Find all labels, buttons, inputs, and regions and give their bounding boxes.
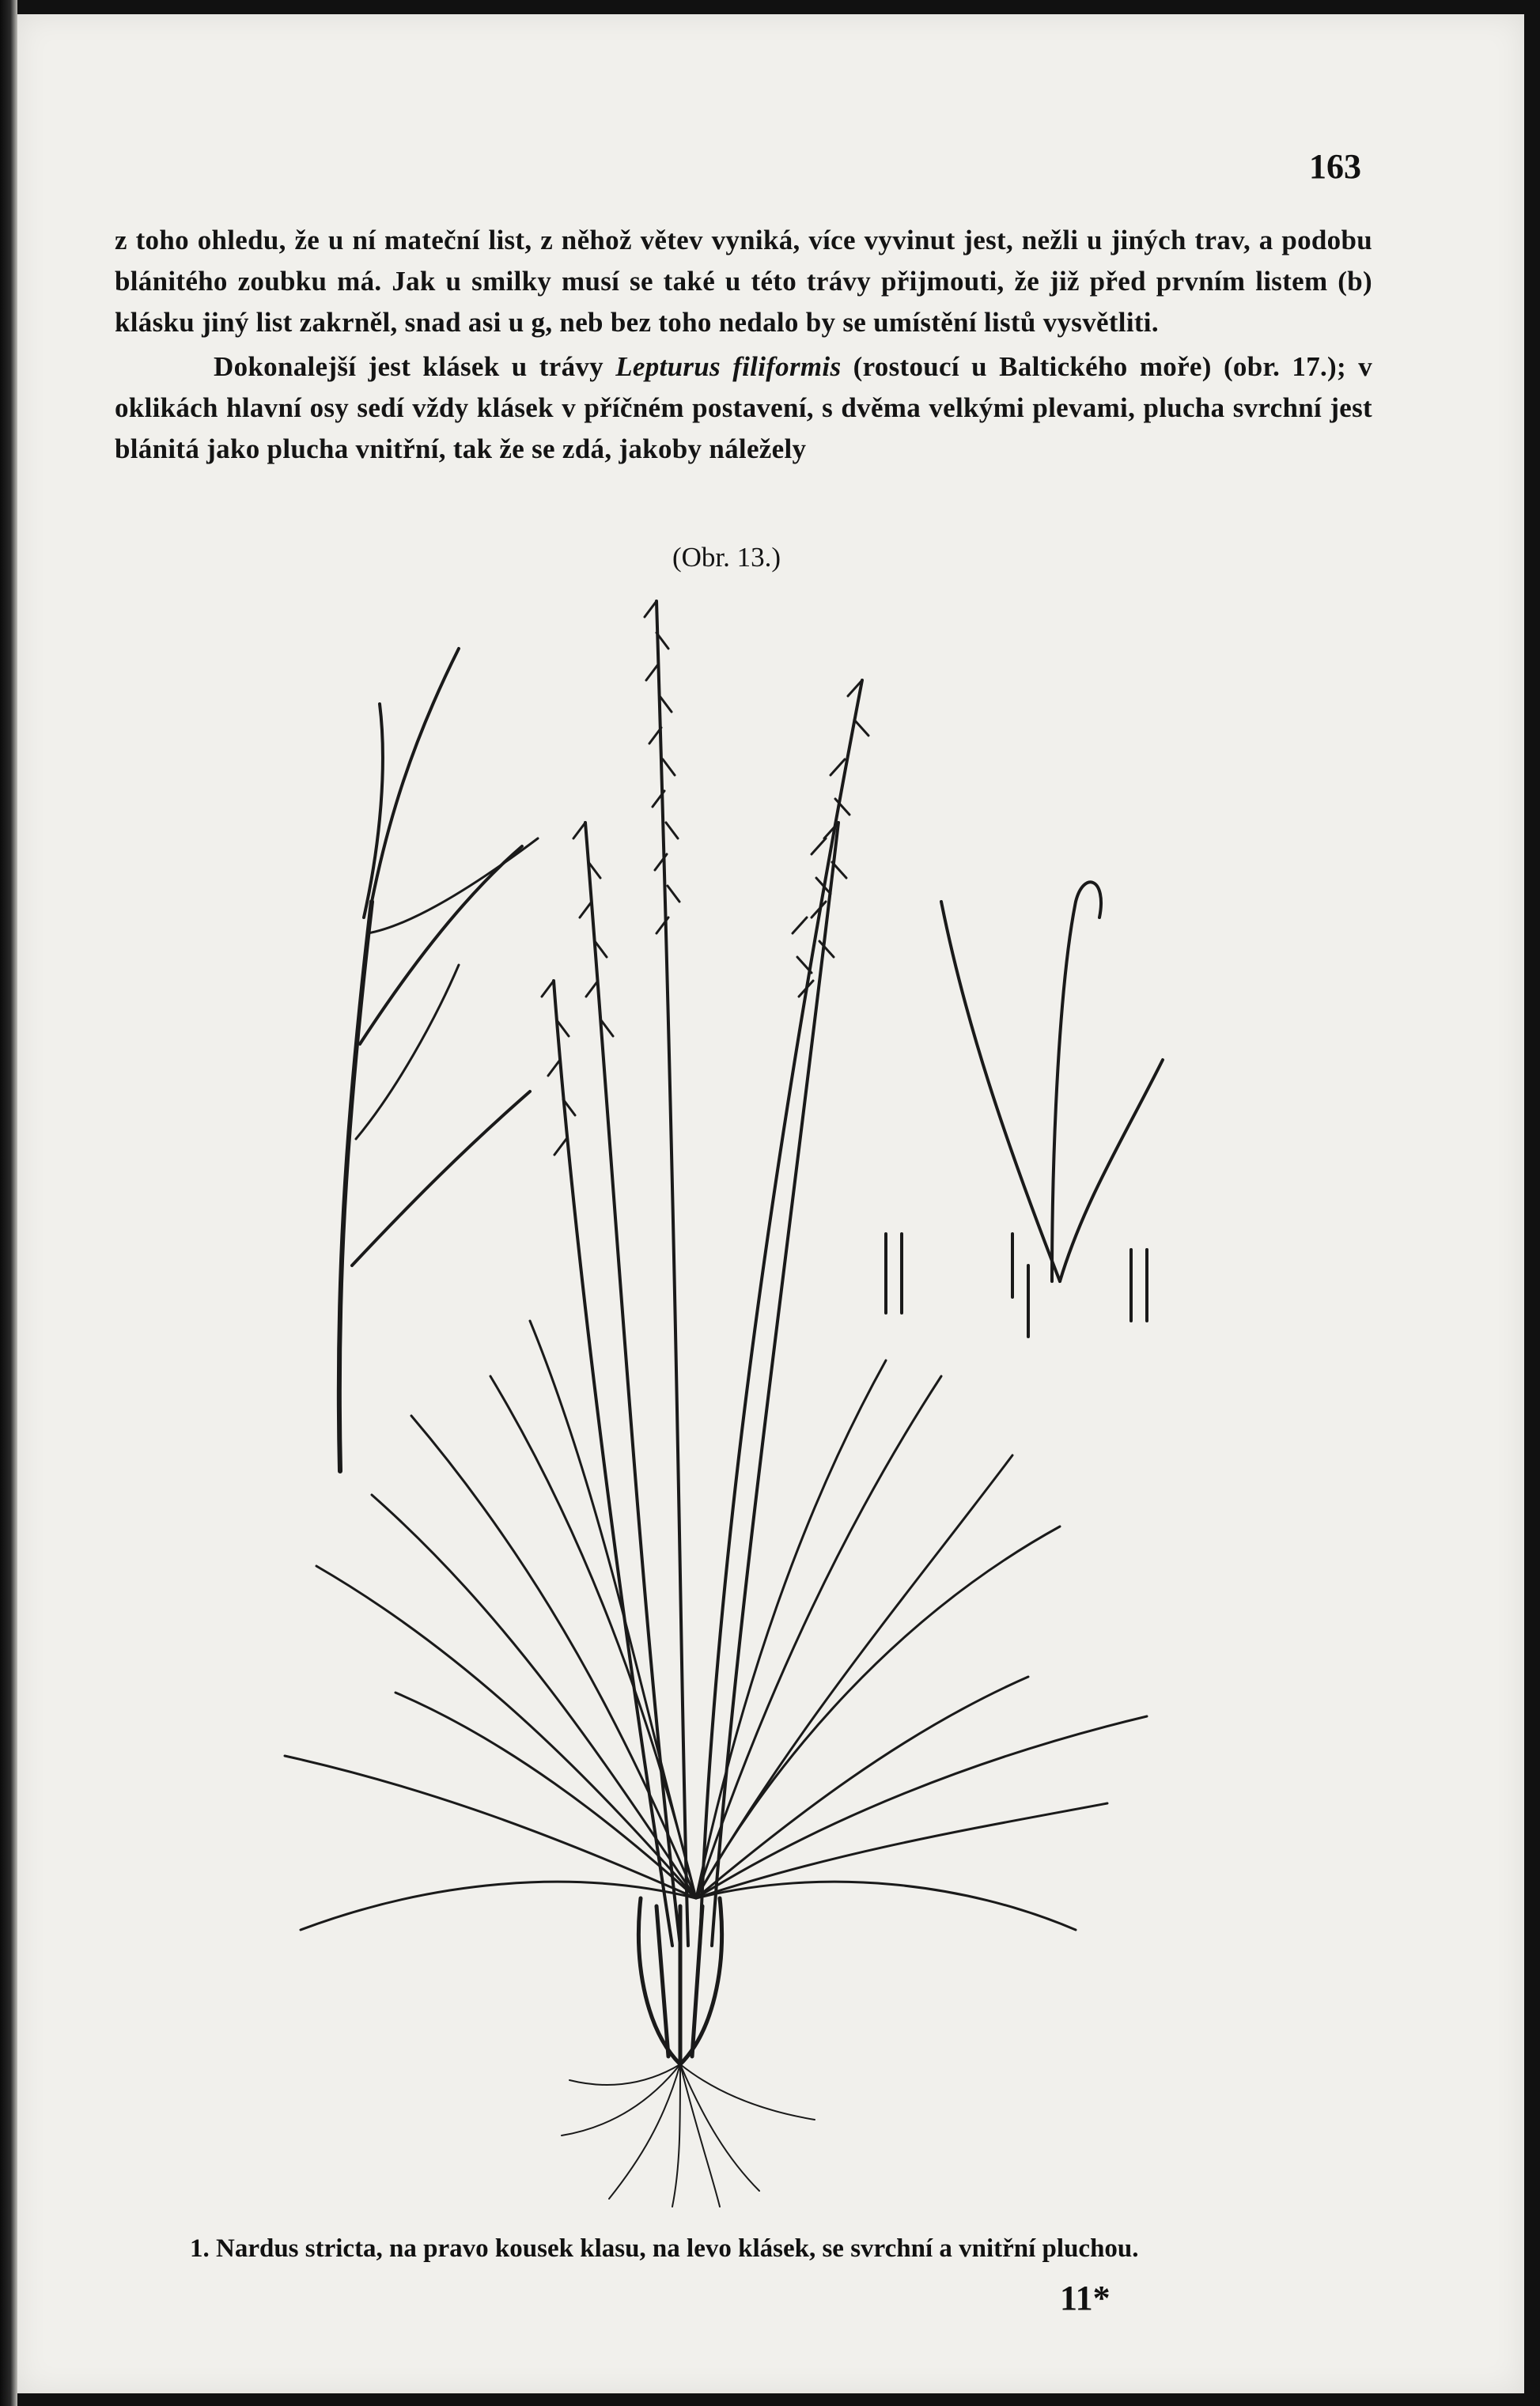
spike-fragment-left — [339, 649, 538, 1471]
species-name: Lepturus filiformis — [615, 351, 842, 382]
tuft-base — [638, 1898, 721, 2064]
nardus-stricta-illustration — [269, 585, 1218, 2215]
paragraph-2-end: (rostoucí u Baltického moře) (obr. 17.); v oklikách hlavní osy sedí vždy klásek v příčném postavení, s dvěma velkými plevami, plucha svrchní jest blánitá jako plucha vnitřní, tak že se zdá, jakoby náležely — [115, 351, 1372, 464]
scan-edge — [0, 0, 17, 2406]
body-text — [115, 220, 1372, 470]
figure-caption: 1. Nardus stricta, na pravo kousek klasu, na levo klásek, se svrchní a vnitřní pluchou. — [190, 2234, 1139, 2263]
spike-right — [793, 680, 868, 997]
paragraph-2-start: Dokonalejší jest klásek u trávy — [214, 351, 616, 382]
paragraph-1: z toho ohledu, že u ní mateční list, z něhož větev vyniká, více vyvinut jest, nežli u jiných trav, a podobu blánitého zoubku má. Jak u smilky musí se také u této trávy přijmouti, že již před prvním listem (b) klásku jiný list zakrněl, snad asi u g, neb bez toho nedalo by se umístění listů vysvětliti. — [115, 225, 1372, 338]
paragraph-2 — [115, 346, 1372, 470]
printer-signature: 11* — [1060, 2279, 1111, 2317]
spikelet-detail-right — [886, 882, 1163, 1337]
figure-reference: (Obr. 13.) — [672, 542, 781, 573]
leaves — [285, 1321, 1147, 1930]
culms — [554, 601, 862, 1946]
roots — [562, 2064, 815, 2207]
spike-left — [542, 823, 613, 1155]
page-number: 163 — [1309, 147, 1361, 186]
